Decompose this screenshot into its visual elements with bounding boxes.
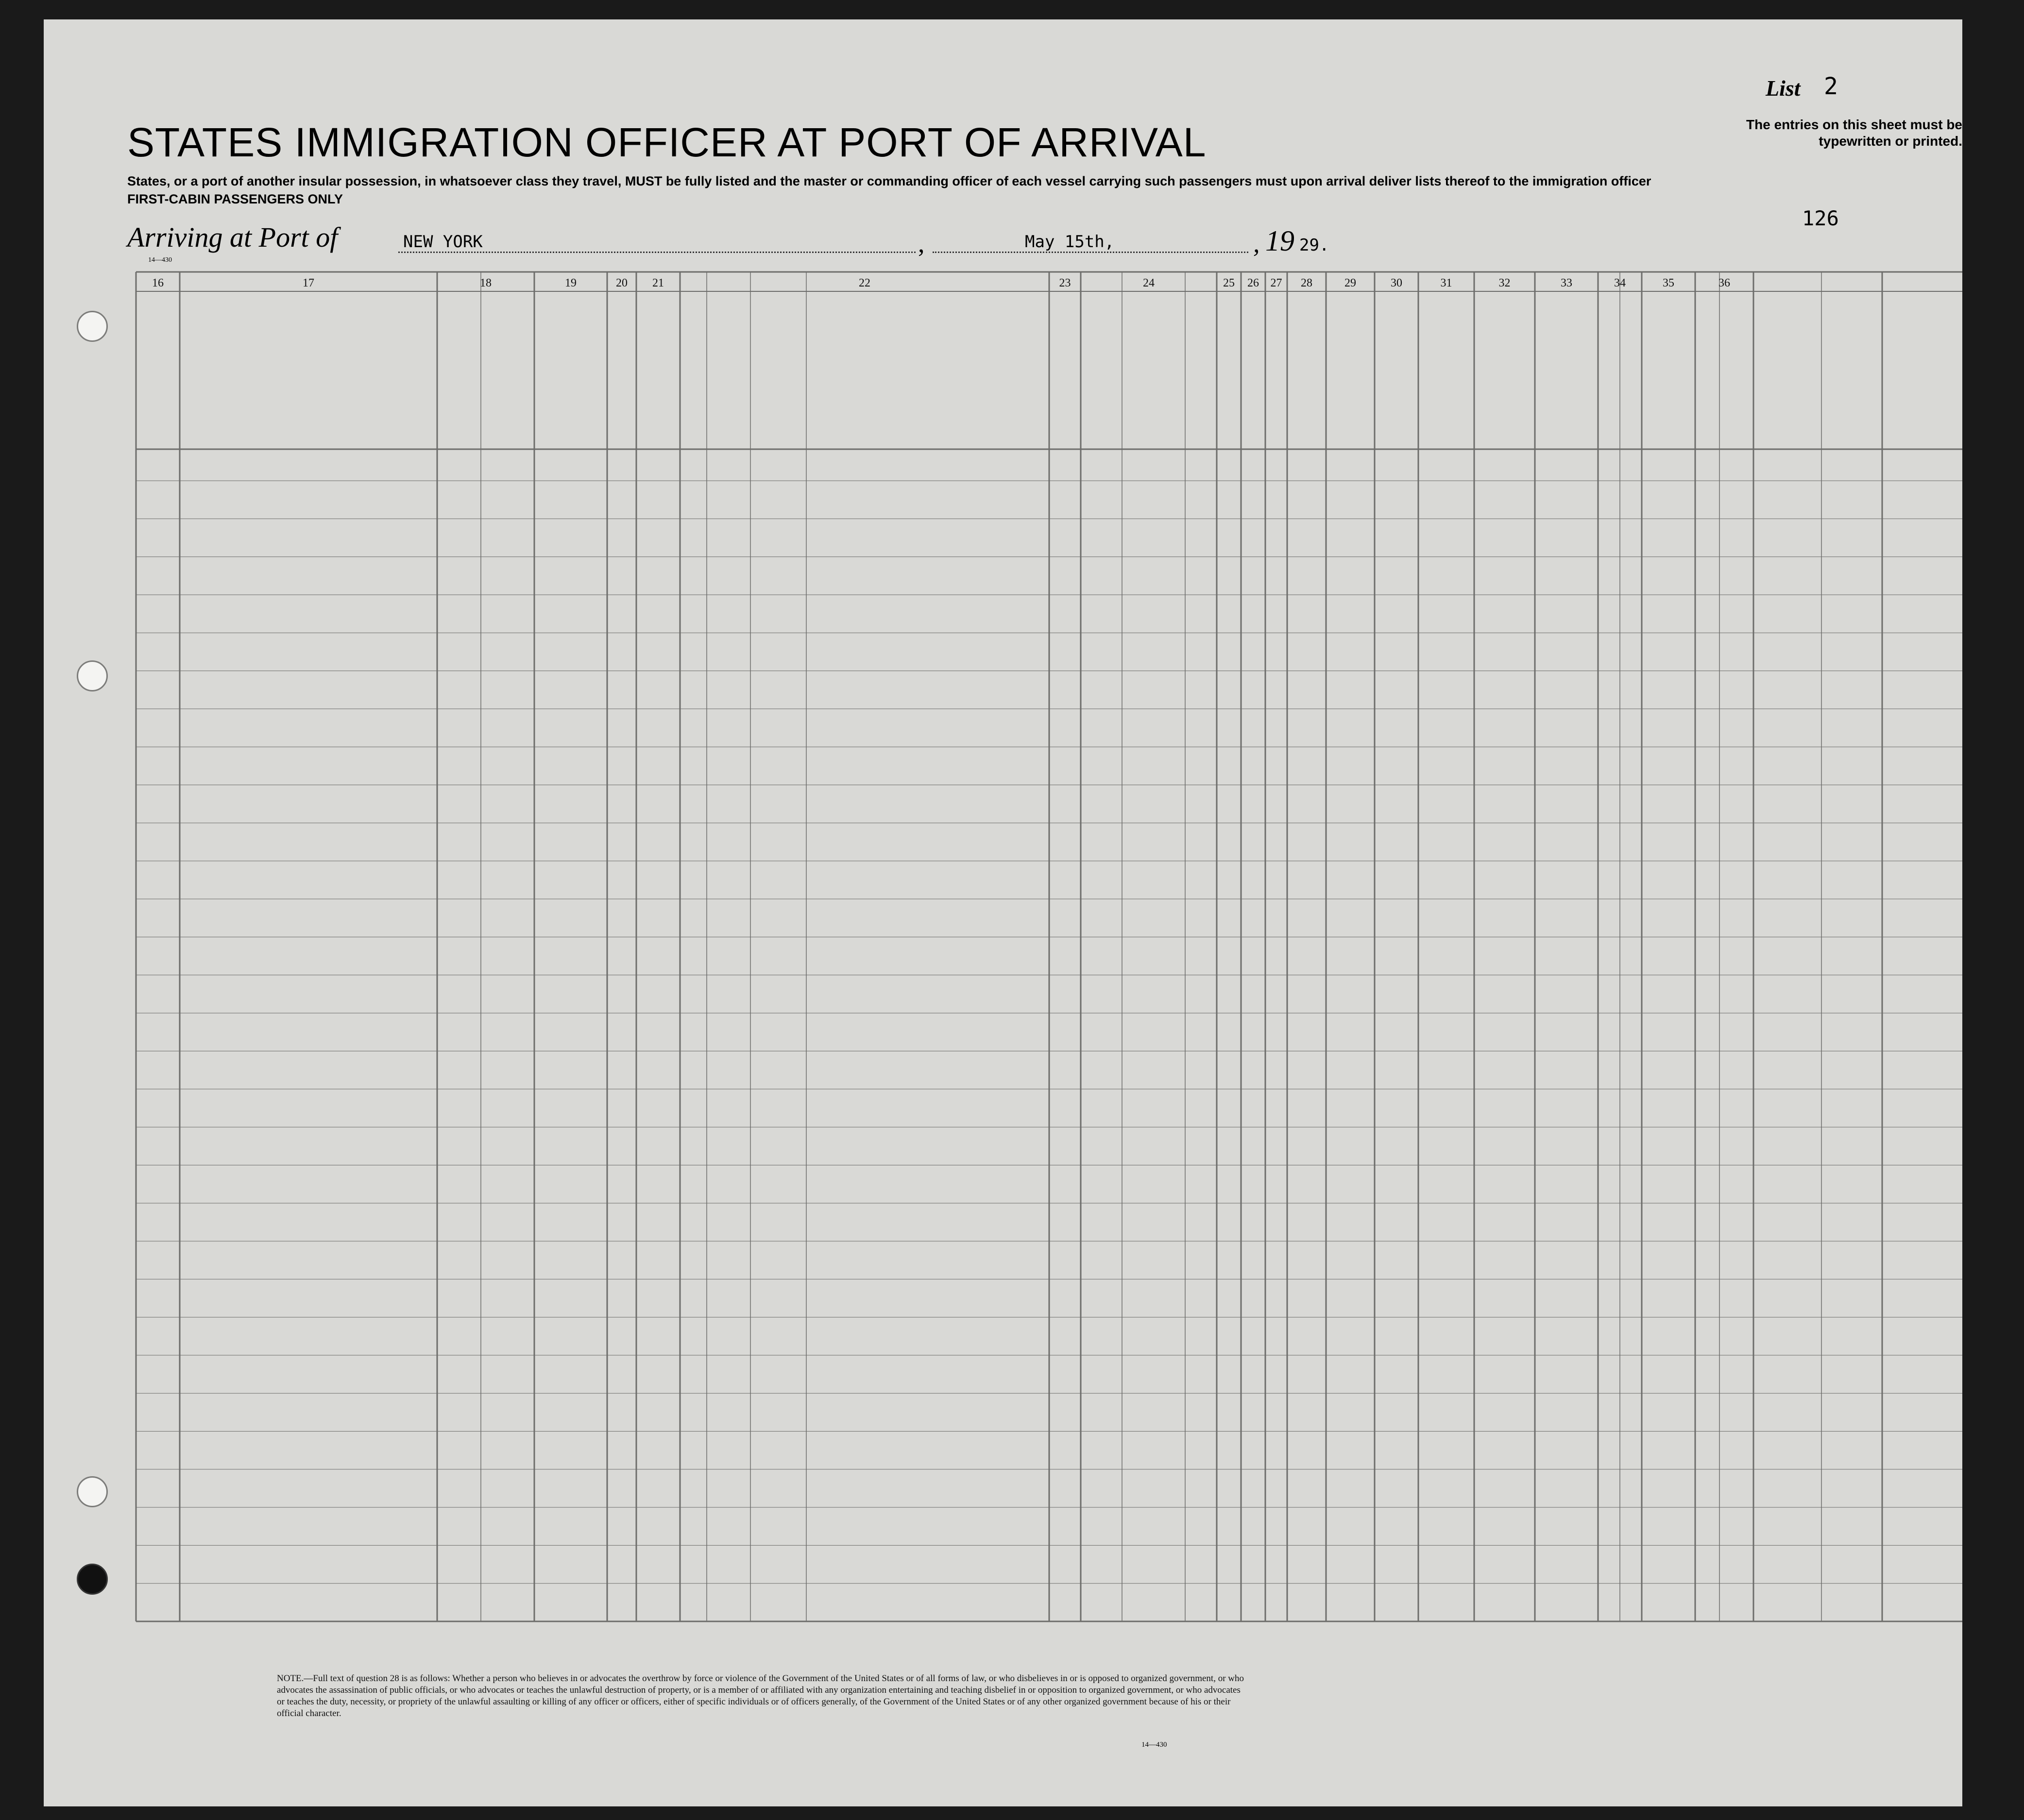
column-number: 19: [565, 277, 577, 289]
column-number: 20: [616, 277, 628, 289]
port-value: NEW YORK: [403, 232, 483, 252]
list-number: 2: [1824, 73, 1838, 100]
column-number: 31: [1440, 277, 1452, 289]
arriving-label: Arriving at Port of: [127, 221, 338, 253]
column-number: 35: [1663, 277, 1674, 289]
column-number: 27: [1270, 277, 1282, 289]
column-number: 26: [1247, 277, 1259, 289]
manifest-table: [44, 19, 1962, 1806]
column-number: 23: [1059, 277, 1071, 289]
manifest-sheet: [44, 19, 1962, 1806]
cabin-line: FIRST-CABIN PASSENGERS ONLY: [127, 192, 343, 206]
separator-comma: ,: [1253, 229, 1260, 258]
column-number: 36: [1718, 277, 1730, 289]
page-number: 126: [1802, 206, 1839, 230]
form-code-footer: 14—430: [1141, 1741, 1167, 1749]
column-number: 25: [1223, 277, 1235, 289]
column-number: 22: [859, 277, 870, 289]
column-number: 33: [1561, 277, 1572, 289]
column-number: 17: [303, 277, 314, 289]
column-number: 21: [652, 277, 664, 289]
typewritten-note: The entries on this sheet must be typewritten or printed.: [1746, 117, 1962, 149]
column-number: 34: [1614, 277, 1626, 289]
column-number: 30: [1391, 277, 1402, 289]
form-code: 14—430: [148, 256, 172, 264]
list-label: List: [1766, 76, 1801, 101]
column-number: 32: [1498, 277, 1511, 289]
year-suffix: 29.: [1299, 236, 1329, 255]
page-title: STATES IMMIGRATION OFFICER AT PORT OF ARRIVAL: [127, 119, 1207, 165]
column-number: 24: [1143, 277, 1155, 289]
date-value: May 15th,: [1025, 232, 1115, 252]
separator-comma: ,: [918, 229, 925, 258]
year-prefix: 19: [1265, 225, 1294, 257]
column-number: 28: [1301, 277, 1312, 289]
column-number: 16: [152, 277, 164, 289]
column-number: 29: [1344, 277, 1356, 289]
intro-line: States, or a port of another insular possession, in whatsoever class they travel, MUST be fully listed and the master or commanding officer of each vessel carrying such passengers must upon arrival deliver lists thereof to the immigration officer: [127, 174, 1651, 188]
footnote: NOTE.—Full text of question 28 is as follows: Whether a person who believes in or advocates the overthrow by force or violence of the Government of the United States or of all forms of law, or who disbelieves in or is opposed to organized government, or who advocates the assassination of public officials, or who advocates or teaches the unlawful destruction of property, or is a member of or affiliated with any organization entertaining and teaching disbelief in or opposition to organized government, or who advocates or teaches the duty, necessity, or propriety of the unlawful assaulting or killing of any officer or officers, either of specific individuals or of officers generally, of the Government of the United States or of any other organized government because of his or their official character.: [277, 1673, 1244, 1719]
column-number: 18: [480, 277, 492, 289]
